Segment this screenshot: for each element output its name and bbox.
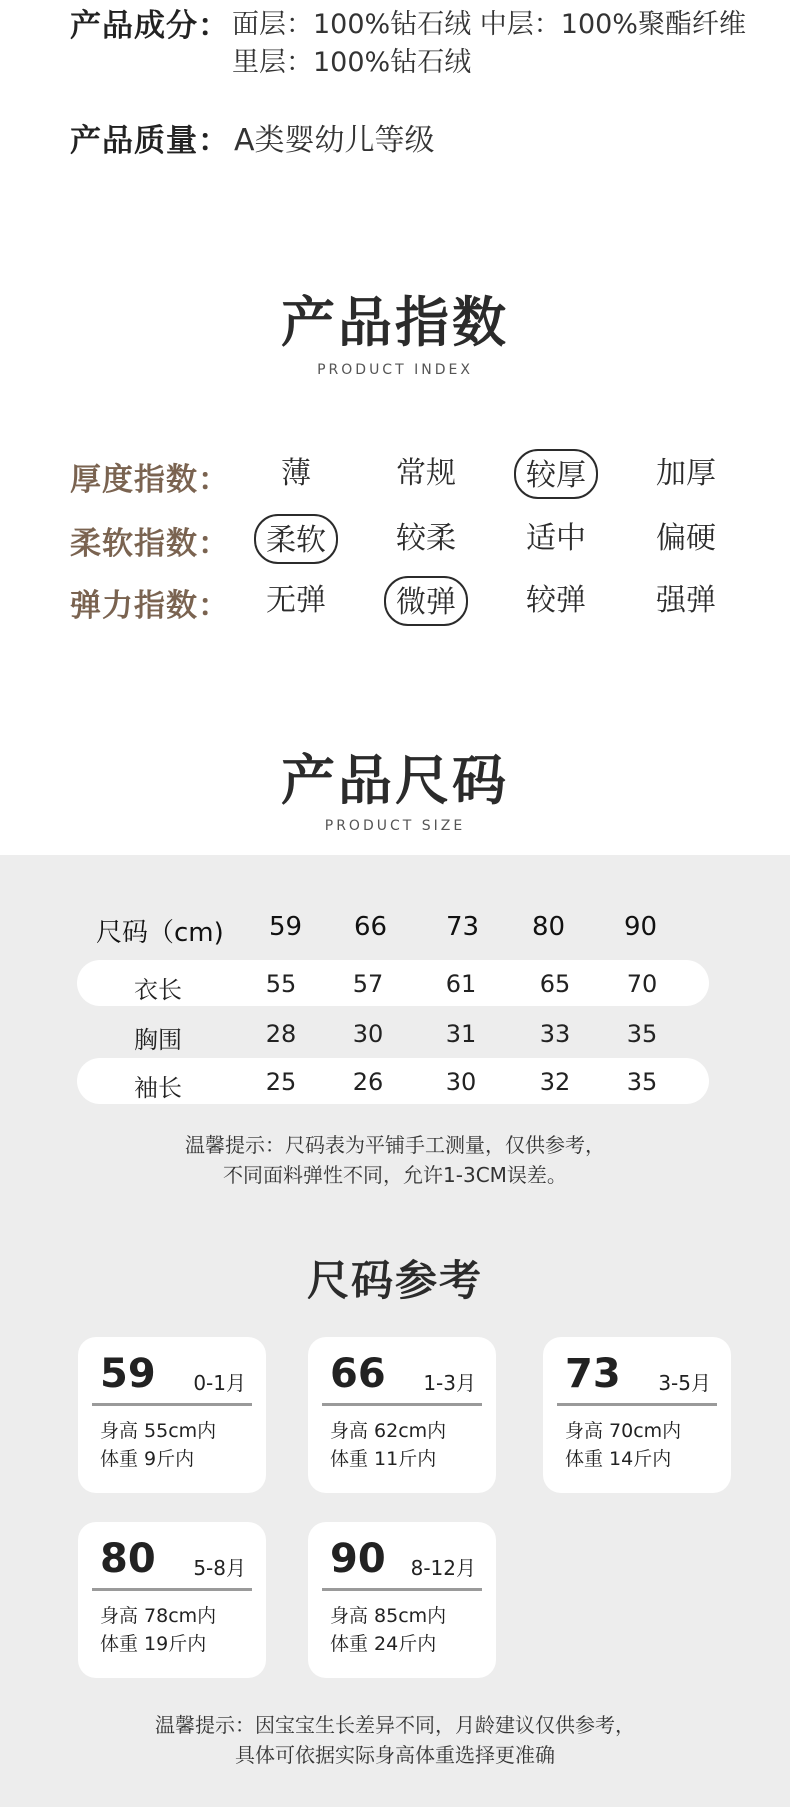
card-weight: 体重 24斤内 [330,1633,437,1655]
table-cell: 25 [265,1068,297,1096]
card-divider [322,1588,482,1591]
index-section-subtitle: PRODUCT INDEX [317,362,473,378]
size-header-73: 73 [446,912,480,942]
card-weight: 体重 11斤内 [330,1448,437,1470]
card-size: 59 [100,1351,156,1397]
card-height: 身高 85cm内 [330,1605,447,1627]
card-size: 80 [100,1536,156,1582]
card-age: 3-5月 [658,1371,711,1395]
table-cell: 30 [352,1020,384,1048]
size-card-66 [308,1337,496,1493]
softness-option-4: 偏硬 [656,521,716,556]
card-size: 66 [330,1351,386,1397]
softness-option-2: 较柔 [396,521,456,556]
size-header-59: 59 [269,912,303,942]
card-age: 5-8月 [193,1556,246,1580]
table-cell: 70 [626,970,658,998]
card-height: 身高 62cm内 [330,1420,447,1442]
quality-value: A类婴幼儿等级 [234,123,435,158]
card-height: 身高 78cm内 [100,1605,217,1627]
card-age: 8-12月 [410,1556,476,1580]
size-header-90: 90 [624,912,658,942]
elasticity-option-2-selected: 微弹 [384,576,468,626]
index-section-title: 产品指数 [281,291,509,354]
softness-index-label: 柔软指数： [70,526,230,562]
size-card-59 [78,1337,266,1493]
card-divider [322,1403,482,1406]
size-header-80: 80 [532,912,566,942]
elasticity-index-label: 弹力指数： [70,588,230,624]
quality-label: 产品质量： [70,123,230,159]
elasticity-option-4: 强弹 [656,583,716,618]
card-weight: 体重 14斤内 [565,1448,672,1470]
size-card-90 [308,1522,496,1678]
composition-line-1: 面层：100%钻石绒 中层：100%聚酯纤维 [232,9,746,40]
table-cell-row-label: 胸围 [134,1026,182,1054]
card-weight: 体重 19斤内 [100,1633,207,1655]
softness-option-1-selected: 柔软 [254,514,338,564]
table-cell: 30 [445,1068,477,1096]
card-size: 73 [565,1351,621,1397]
composition-line-2: 里层：100%钻石绒 [232,47,472,78]
thickness-option-4: 加厚 [656,456,716,491]
elasticity-option-3: 较弹 [526,583,586,618]
size-card-80 [78,1522,266,1678]
size-note-line-1: 温馨提示：尺码表为平铺手工测量，仅供参考， [185,1133,605,1157]
table-cell: 61 [445,970,477,998]
reference-note-line-1: 温馨提示：因宝宝生长差异不同，月龄建议仅供参考， [155,1713,635,1737]
thickness-index-label: 厚度指数： [70,462,230,498]
size-section-subtitle: PRODUCT SIZE [324,818,466,834]
thickness-option-1: 薄 [281,456,311,491]
table-cell: 32 [539,1068,571,1096]
table-cell: 33 [539,1020,571,1048]
card-age: 1-3月 [423,1371,476,1395]
table-cell: 65 [539,970,571,998]
card-divider [557,1403,717,1406]
table-cell-row-label: 袖长 [134,1074,182,1102]
size-header-label: 尺码（cm) [96,918,224,948]
card-divider [92,1588,252,1591]
card-height: 身高 55cm内 [100,1420,217,1442]
card-divider [92,1403,252,1406]
table-cell: 35 [626,1020,658,1048]
table-cell: 57 [352,970,384,998]
size-header-66: 66 [354,912,388,942]
reference-section-title: 尺码参考 [306,1256,483,1305]
card-age: 0-1月 [193,1371,246,1395]
size-note-line-2: 不同面料弹性不同，允许1-3CM误差。 [223,1163,567,1187]
table-cell: 55 [265,970,297,998]
thickness-option-3-selected: 较厚 [514,449,598,499]
table-cell: 26 [352,1068,384,1096]
reference-note-line-2: 具体可依据实际身高体重选择更准确 [235,1743,555,1767]
card-weight: 体重 9斤内 [100,1448,195,1470]
table-cell: 35 [626,1068,658,1096]
table-cell: 31 [445,1020,477,1048]
thickness-option-2: 常规 [396,456,456,491]
size-section-title: 产品尺码 [281,749,509,812]
elasticity-option-1: 无弹 [266,583,326,618]
table-cell-row-label: 衣长 [134,976,182,1004]
composition-label: 产品成分： [70,8,230,44]
card-size: 90 [330,1536,386,1582]
size-card-73 [543,1337,731,1493]
softness-option-3: 适中 [526,521,586,556]
table-cell: 28 [265,1020,297,1048]
card-height: 身高 70cm内 [565,1420,682,1442]
